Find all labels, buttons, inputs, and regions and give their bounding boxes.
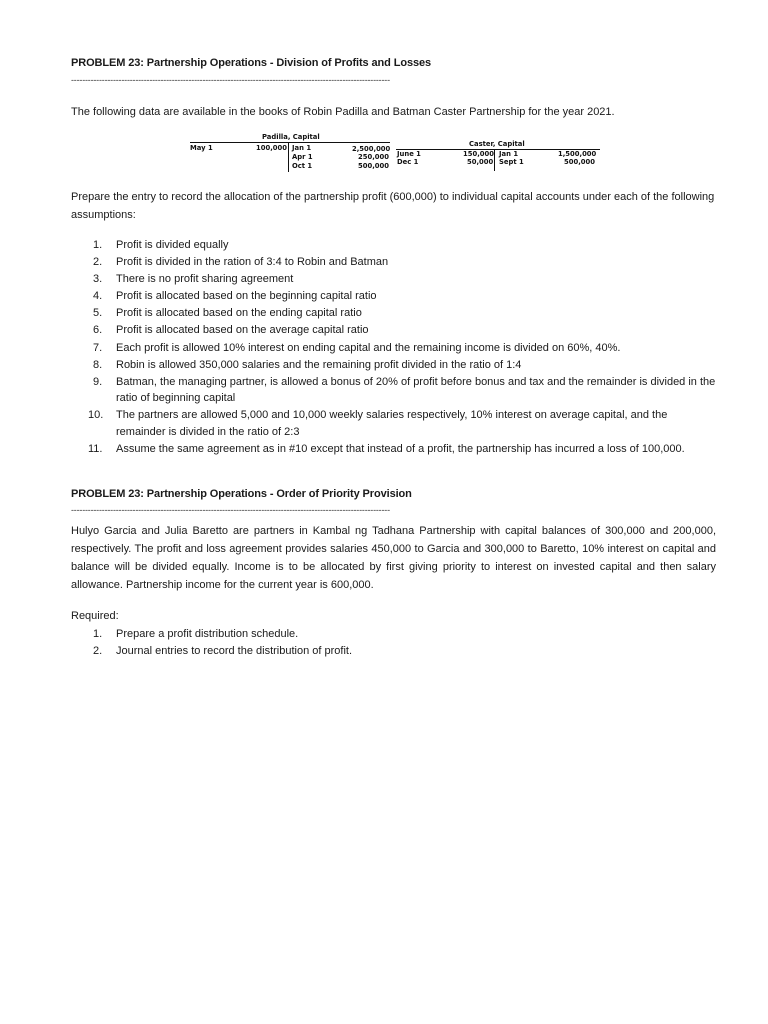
list-item [71,374,716,407]
padilla-credit-amount: 2,500,000 [352,145,391,153]
caster-credit-amount: 500,000 [564,158,595,166]
caster-debit-date: Dec 1 [397,158,419,166]
list-item [71,271,716,288]
problem-2-required-list [71,626,716,660]
list-item-text: Journal entries to record the distribution of profit. [116,645,353,658]
list-item-text: Profit is allocated based on the beginning capital ratio [116,290,377,303]
caster-debit-date: June 1 [397,150,421,158]
list-item-text: Profit is allocated based on the average capital ratio [116,324,369,337]
padilla-account-rule [190,142,390,143]
list-item [71,357,716,374]
list-item-number: 10. [88,409,104,422]
list-item-text: Each profit is allowed 10% interest on ending capital and the remaining income is divided on 60%, 40%. [116,341,621,354]
problem-2-body: Hulyo Garcia and Julia Baretto are partners in Kambal ng Tadhana Partnership with capital balances of 300,000 and 200,000, respectively. The profit and loss agreement provides salaries 450,000 to Garcia and 300,000 to Baretto, 10% interest on capital and balance will be divided equally. Income is to be allocated by first giving priority to interest on invested capital and then salary allowance. Partnership income for the current year is 600,000. [71,525,716,591]
problem-1-title: PROBLEM 23: Partnership Operations - Division of Profits and Losses [71,57,432,69]
caster-account-title: Caster, Capital [469,140,525,148]
padilla-account-divider [288,142,289,172]
list-item [71,322,716,339]
problem-1-prompt: Prepare the entry to record the allocation of the partnership profit (600,000) to individual capital accounts under each of the following assumptions: [71,191,715,221]
list-item-number: 8. [93,358,103,371]
padilla-debit-date: May 1 [190,144,213,152]
list-item-text: Profit is divided in the ration of 3:4 to Robin and Batman [116,256,389,269]
list-item-number: 3. [93,273,103,286]
list-item-text: Profit is divided equally [116,239,229,251]
list-item [71,288,716,305]
padilla-credit-amount: 500,000 [358,162,389,170]
list-item [71,407,716,440]
list-item-number: 2. [93,645,103,658]
caster-debit-amount: 50,000 [467,158,494,166]
padilla-credit-amount: 250,000 [358,153,389,161]
list-item-number: 2. [93,256,103,269]
list-item-number: 1. [93,628,103,640]
caster-credit-amount: 1,500,000 [558,150,597,158]
required-label: Required: [71,610,119,622]
list-item-number: 7. [93,341,103,354]
caster-credit-date: Jan 1 [499,150,519,158]
list-item-number: 5. [93,307,103,320]
padilla-account-title: Padilla, Capital [262,133,320,141]
padilla-credit-date: Jan 1 [292,144,312,152]
list-item-number: 11. [88,442,103,455]
padilla-debit-amount: 100,000 [256,144,287,152]
list-item [71,305,716,322]
list-item-number: 1. [93,239,103,251]
list-item-text: Robin is allowed 350,000 salaries and the remaining profit divided in the ratio of 1:4 [116,358,522,371]
list-item-number: 6. [93,324,103,337]
list-item [71,643,716,660]
list-item-number: 4. [93,290,103,303]
list-item [71,441,716,458]
problem-2-separator: ------------------------------------------------------------------------------------------------------------------ [71,505,390,515]
caster-account-divider [494,149,495,171]
list-item-text: Profit is allocated based on the ending capital ratio [116,307,362,320]
caster-credit-date: Sept 1 [499,158,524,166]
list-item [71,626,716,643]
list-item-text: Batman, the managing partner, is allowed a bonus of 20% of profit before bonus and tax and the remainder is divided in the ratio of beginning capital [116,375,716,405]
list-item [71,340,716,357]
padilla-credit-date: Oct 1 [292,162,313,170]
list-item-text: There is no profit sharing agreement [116,273,294,286]
list-item-text: Assume the same agreement as in #10 except that instead of a profit, the partnership has incurred a loss of 100,000. [116,442,685,455]
list-item [71,237,716,254]
list-item [71,254,716,271]
padilla-credit-date: Apr 1 [292,153,313,161]
list-item-text: Prepare a profit distribution schedule. [116,628,299,640]
problem-1-assumptions-list [71,237,716,458]
caster-debit-amount: 150,000 [463,150,494,158]
problem-2-title: PROBLEM 23: Partnership Operations - Order of Priority Provision [71,488,412,500]
list-item-text: The partners are allowed 5,000 and 10,000 weekly salaries respectively, 10% interest on average capital, and the remainder is divided in the ratio of 2:3 [116,409,668,438]
t-accounts-figure [190,133,600,173]
problem-1-separator: ------------------------------------------------------------------------------------------------------------------ [71,75,390,85]
list-item-number: 9. [93,375,103,388]
problem-1-intro: The following data are available in the books of Robin Padilla and Batman Caster Partnership for the year 2021. [71,106,615,118]
